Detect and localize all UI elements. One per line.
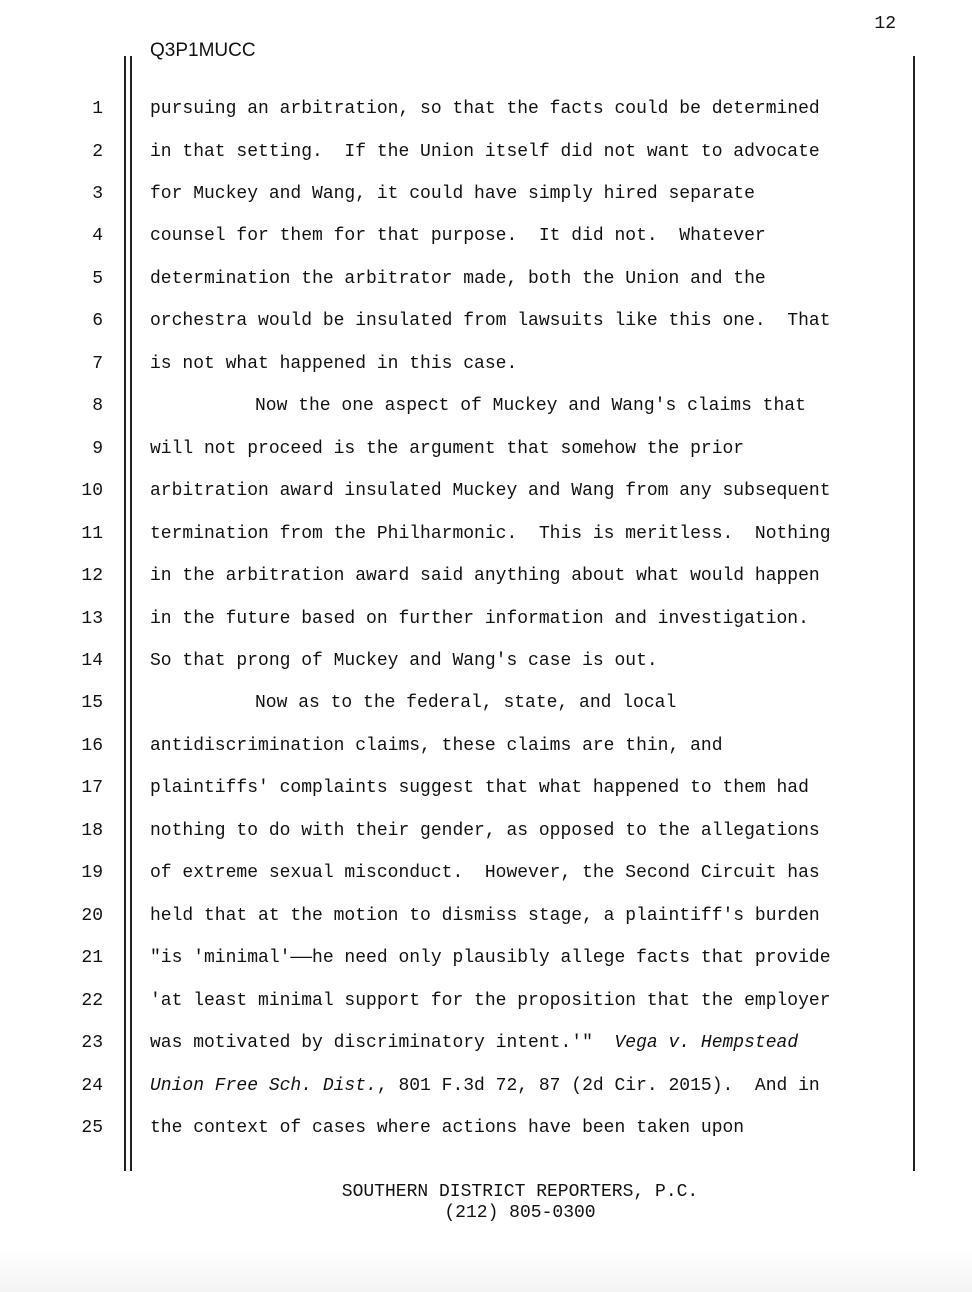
reporter-name: SOUTHERN DISTRICT REPORTERS, P.C. xyxy=(341,1182,699,1202)
transcript-line: in that setting. If the Union itself did not want to advocate xyxy=(150,142,820,162)
line-number: 2 xyxy=(92,142,103,162)
transcript-line: plaintiffs' complaints suggest that what happened to them had xyxy=(150,778,809,798)
transcript-line: in the future based on further information and investigation. xyxy=(150,609,809,629)
transcript-line: will not proceed is the argument that somehow the prior xyxy=(150,439,745,459)
transcript-line: 'at least minimal support for the proposition that the employer xyxy=(150,991,831,1011)
line-number: 6 xyxy=(92,311,103,331)
transcript-line: held that at the motion to dismiss stage, a plaintiff's burden xyxy=(150,906,820,926)
transcript-line xyxy=(150,1032,798,1054)
line-number: 17 xyxy=(81,778,103,798)
transcript-line xyxy=(150,395,806,417)
transcript-line: arbitration award insulated Muckey and Wang from any subsequent xyxy=(150,481,831,501)
line-number: 25 xyxy=(81,1118,103,1138)
line-number: 24 xyxy=(81,1076,103,1096)
transcript-line-content: Now as to the federal, state, and local xyxy=(255,693,677,713)
line-number: 20 xyxy=(81,906,103,926)
line-number: 19 xyxy=(81,863,103,883)
line-number: 14 xyxy=(81,651,103,671)
left-margin-rule-inner xyxy=(130,56,132,1171)
line-number: 21 xyxy=(81,948,103,968)
line-number: 23 xyxy=(81,1033,103,1053)
line-number: 4 xyxy=(92,226,103,246)
line-number: 8 xyxy=(92,396,103,416)
case-code: Q3P1MUCC xyxy=(150,40,256,61)
line-number: 9 xyxy=(92,439,103,459)
transcript-line: in the arbitration award said anything about what would happen xyxy=(150,566,820,586)
transcript-line: pursuing an arbitration, so that the facts could be determined xyxy=(150,99,820,119)
line-number: 3 xyxy=(92,184,103,204)
transcript-line: counsel for them for that purpose. It did not. Whatever xyxy=(150,226,766,246)
line-number: 11 xyxy=(81,524,103,544)
transcript-line: for Muckey and Wang, it could have simply hired separate xyxy=(150,184,755,204)
transcript-line: antidiscrimination claims, these claims are thin, and xyxy=(150,736,723,756)
transcript-line: So that prong of Muckey and Wang's case is out. xyxy=(150,651,658,671)
line-number: 10 xyxy=(81,481,103,501)
transcript-line-content: Now the one aspect of Muckey and Wang's claims that xyxy=(255,396,806,416)
page-number: 12 xyxy=(874,14,896,34)
page-footer xyxy=(0,1182,972,1224)
transcript-line: of extreme sexual misconduct. However, the Second Circuit has xyxy=(150,863,820,883)
transcript-line xyxy=(150,1075,820,1097)
transcript-line: termination from the Philharmonic. This is meritless. Nothing xyxy=(150,524,831,544)
transcript-line-content: , 801 F.3d 72, 87 (2d Cir. 2015). And in xyxy=(376,1076,820,1096)
transcript-line: determination the arbitrator made, both the Union and the xyxy=(150,269,766,289)
transcript-line: the context of cases where actions have been taken upon xyxy=(150,1118,745,1138)
line-number: 7 xyxy=(92,354,103,374)
left-margin-rule-outer xyxy=(124,56,126,1171)
line-number: 1 xyxy=(92,99,103,119)
line-number: 16 xyxy=(81,736,103,756)
line-number: 12 xyxy=(81,566,103,586)
transcript-line: is not what happened in this case. xyxy=(150,354,518,374)
transcript-line: orchestra would be insulated from lawsuits like this one. That xyxy=(150,311,831,331)
reporter-phone: (212) 805-0300 xyxy=(444,1203,596,1223)
transcript-line: "is 'minimal'——he need only plausibly allege facts that provide xyxy=(150,948,831,968)
case-citation-italic: Vega v. Hempstead xyxy=(614,1033,799,1053)
line-number: 13 xyxy=(81,609,103,629)
transcript-line: nothing to do with their gender, as opposed to the allegations xyxy=(150,821,820,841)
transcript-line-content: was motivated by discriminatory intent.'" xyxy=(150,1033,615,1053)
line-number: 18 xyxy=(81,821,103,841)
right-margin-rule xyxy=(913,56,915,1171)
case-citation-italic: Union Free Sch. Dist. xyxy=(150,1076,377,1096)
transcript-line xyxy=(150,692,676,714)
line-number: 22 xyxy=(81,991,103,1011)
line-number: 15 xyxy=(81,693,103,713)
page-bottom-shade xyxy=(0,1250,972,1292)
line-number: 5 xyxy=(92,269,103,289)
